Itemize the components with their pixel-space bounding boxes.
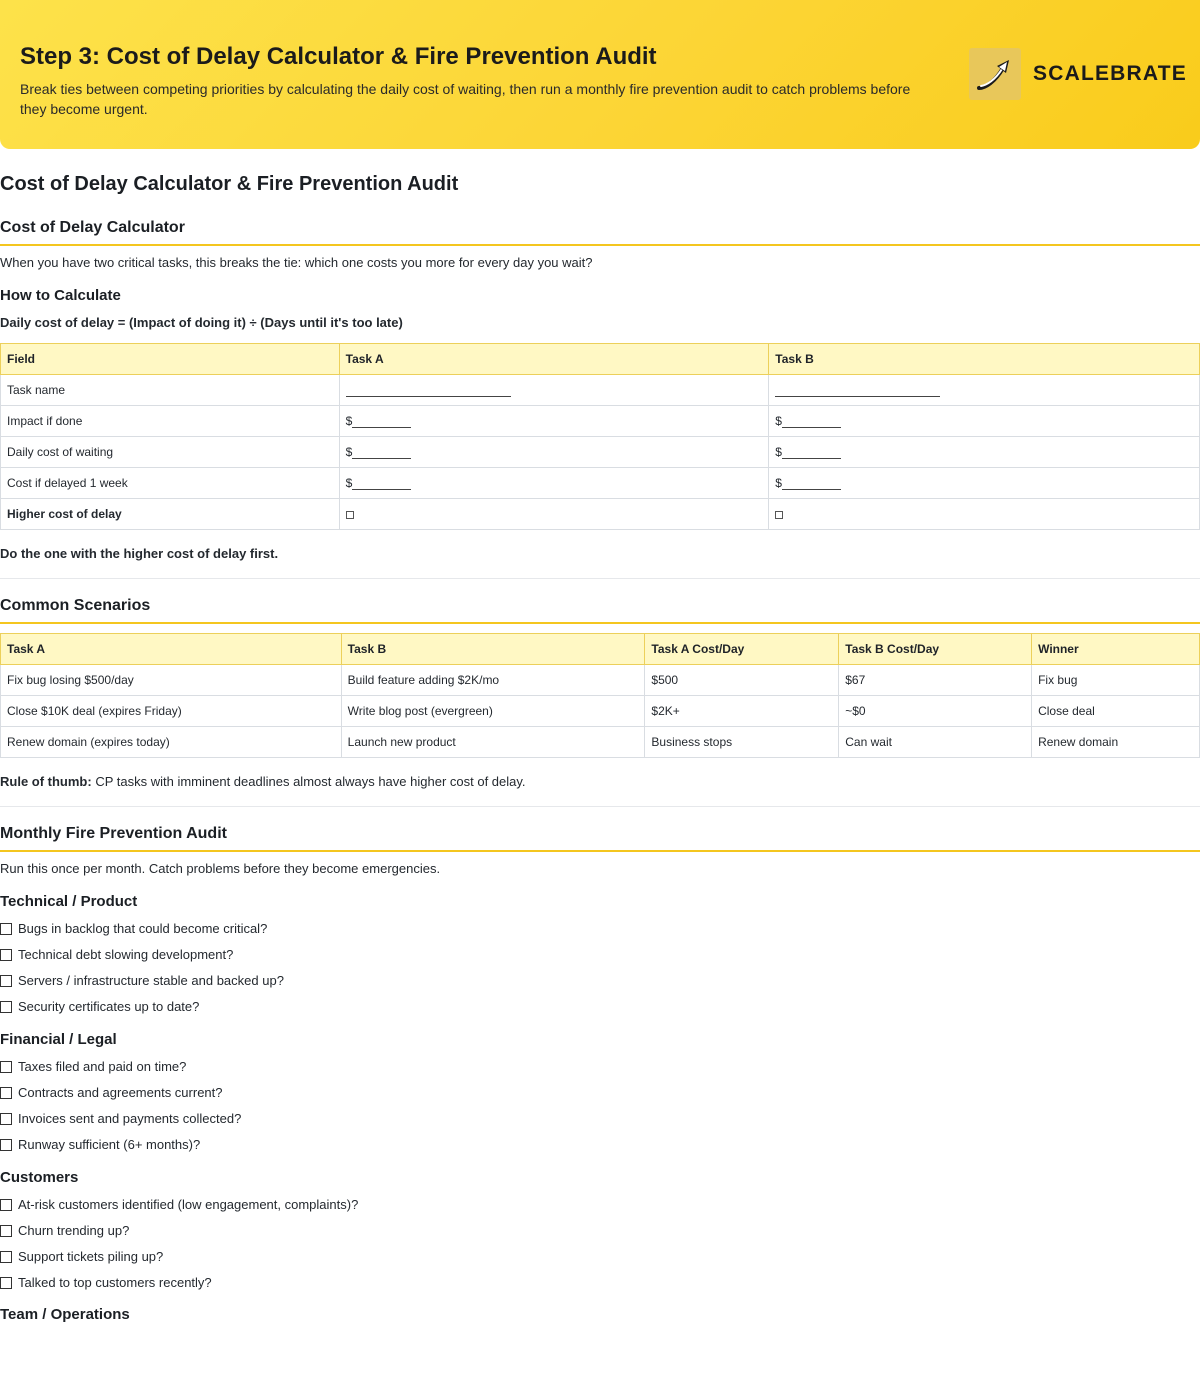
- checkbox[interactable]: [0, 949, 12, 961]
- table-cell: $2K+: [645, 696, 839, 727]
- checkbox[interactable]: [0, 1277, 12, 1289]
- checkbox[interactable]: [0, 1199, 12, 1211]
- task-b-impact-input[interactable]: $: [769, 406, 1200, 437]
- scenarios-table: [0, 633, 1200, 758]
- table-header: Winner: [1032, 634, 1200, 665]
- task-b-higher-checkbox[interactable]: [769, 499, 1200, 530]
- task-a-name-input[interactable]: [339, 375, 769, 406]
- upward-arrow-icon: [975, 54, 1015, 94]
- table-row: [1, 665, 1200, 696]
- table-cell: Build feature adding $2K/mo: [341, 665, 645, 696]
- main-title: Cost of Delay Calculator & Fire Prevention Audit: [0, 173, 459, 195]
- rule-of-thumb: [0, 774, 526, 789]
- group-title-team: Team / Operations: [0, 1306, 130, 1323]
- group-title-technical: Technical / Product: [0, 893, 138, 910]
- table-header-row: [1, 634, 1200, 665]
- checkbox[interactable]: [0, 1001, 12, 1013]
- divider: [0, 806, 1200, 807]
- field-label: Task name: [1, 375, 340, 406]
- table-header: Task A Cost/Day: [645, 634, 839, 665]
- table-row: [1, 375, 1200, 406]
- checkbox[interactable]: [0, 1061, 12, 1073]
- table-header: Task A: [1, 634, 342, 665]
- audit-intro: Run this once per month. Catch problems before they become emergencies.: [0, 861, 441, 876]
- table-header: Task B: [769, 344, 1200, 375]
- checklist-item[interactable]: Servers / infrastructure stable and backed up?: [0, 973, 284, 988]
- field-label: Impact if done: [1, 406, 340, 437]
- task-a-daily-cost-input[interactable]: $: [339, 437, 769, 468]
- rule-text: CP tasks with imminent deadlines almost always have higher cost of delay.: [95, 774, 526, 789]
- task-b-week-cost-input[interactable]: $: [769, 468, 1200, 499]
- checkbox[interactable]: [0, 975, 12, 987]
- table-cell: $67: [839, 665, 1032, 696]
- table-row: [1, 406, 1200, 437]
- page-description: Break ties between competing priorities by calculating the daily cost of waiting, then run a monthly fire prevention audit to catch problems before they become urgent.: [20, 81, 911, 117]
- checklist-item[interactable]: Bugs in backlog that could become critical?: [0, 921, 267, 936]
- checklist-item[interactable]: Technical debt slowing development?: [0, 947, 233, 962]
- calculator-intro: When you have two critical tasks, this breaks the tie: which one costs you more for every day you wait?: [0, 255, 593, 270]
- field-label: Cost if delayed 1 week: [1, 468, 340, 499]
- audit-section-title: Monthly Fire Prevention Audit: [0, 825, 1200, 852]
- rule-label: Rule of thumb:: [0, 774, 92, 789]
- table-cell: Launch new product: [341, 727, 645, 758]
- how-to-calculate-title: How to Calculate: [0, 287, 121, 304]
- group-title-customers: Customers: [0, 1169, 79, 1186]
- table-cell: Fix bug: [1032, 665, 1200, 696]
- table-header: Task A: [339, 344, 769, 375]
- logo: [969, 48, 1021, 100]
- checkbox[interactable]: [0, 1251, 12, 1263]
- table-cell: Business stops: [645, 727, 839, 758]
- table-row: [1, 696, 1200, 727]
- table-cell: ~$0: [839, 696, 1032, 727]
- checkbox[interactable]: [0, 1139, 12, 1151]
- table-header: Field: [1, 344, 340, 375]
- checklist-item[interactable]: Taxes filed and paid on time?: [0, 1059, 186, 1074]
- table-row: [1, 499, 1200, 530]
- scenarios-section-title: Common Scenarios: [0, 597, 1200, 624]
- table-row: [1, 727, 1200, 758]
- checklist-item[interactable]: Invoices sent and payments collected?: [0, 1111, 241, 1126]
- clip-region: [0, 1303, 1200, 1323]
- checklist-item[interactable]: Support tickets piling up?: [0, 1249, 163, 1264]
- header-banner: [0, 0, 1200, 149]
- checklist-item[interactable]: Runway sufficient (6+ months)?: [0, 1137, 200, 1152]
- task-a-week-cost-input[interactable]: $: [339, 468, 769, 499]
- table-header: Task B Cost/Day: [839, 634, 1032, 665]
- group-title-financial: Financial / Legal: [0, 1031, 117, 1048]
- checklist-item[interactable]: At-risk customers identified (low engagement, complaints)?: [0, 1197, 358, 1212]
- calculator-section-title: Cost of Delay Calculator: [0, 219, 1200, 246]
- table-cell: Write blog post (evergreen): [341, 696, 645, 727]
- checkbox[interactable]: [0, 1087, 12, 1099]
- table-cell: $500: [645, 665, 839, 696]
- table-header-row: [1, 344, 1200, 375]
- table-cell: Renew domain (expires today): [1, 727, 342, 758]
- table-cell: Close deal: [1032, 696, 1200, 727]
- checklist-item[interactable]: Security certificates up to date?: [0, 999, 199, 1014]
- table-row: [1, 468, 1200, 499]
- page-title: Step 3: Cost of Delay Calculator & Fire Prevention Audit: [20, 43, 657, 70]
- divider: [0, 578, 1200, 579]
- checklist-item[interactable]: Contracts and agreements current?: [0, 1085, 223, 1100]
- task-a-impact-input[interactable]: $: [339, 406, 769, 437]
- task-b-daily-cost-input[interactable]: $: [769, 437, 1200, 468]
- checkbox[interactable]: [0, 1113, 12, 1125]
- task-a-higher-checkbox[interactable]: [339, 499, 769, 530]
- checkbox[interactable]: [0, 923, 12, 935]
- table-cell: Close $10K deal (expires Friday): [1, 696, 342, 727]
- table-row: [1, 437, 1200, 468]
- checklist-item[interactable]: Talked to top customers recently?: [0, 1275, 212, 1290]
- checkbox[interactable]: [0, 1225, 12, 1237]
- table-header: Task B: [341, 634, 645, 665]
- table-cell: Renew domain: [1032, 727, 1200, 758]
- calculator-table: [0, 343, 1200, 530]
- task-b-name-input[interactable]: [769, 375, 1200, 406]
- calculator-conclusion: Do the one with the higher cost of delay first.: [0, 546, 279, 561]
- field-label: Daily cost of waiting: [1, 437, 340, 468]
- formula: Daily cost of delay = (Impact of doing it) ÷ (Days until it's too late): [0, 315, 403, 330]
- table-cell: Fix bug losing $500/day: [1, 665, 342, 696]
- logo-text: SCALEBRATE: [1033, 62, 1187, 85]
- checklist-item[interactable]: Churn trending up?: [0, 1223, 129, 1238]
- field-label: Higher cost of delay: [1, 499, 340, 530]
- table-cell: Can wait: [839, 727, 1032, 758]
